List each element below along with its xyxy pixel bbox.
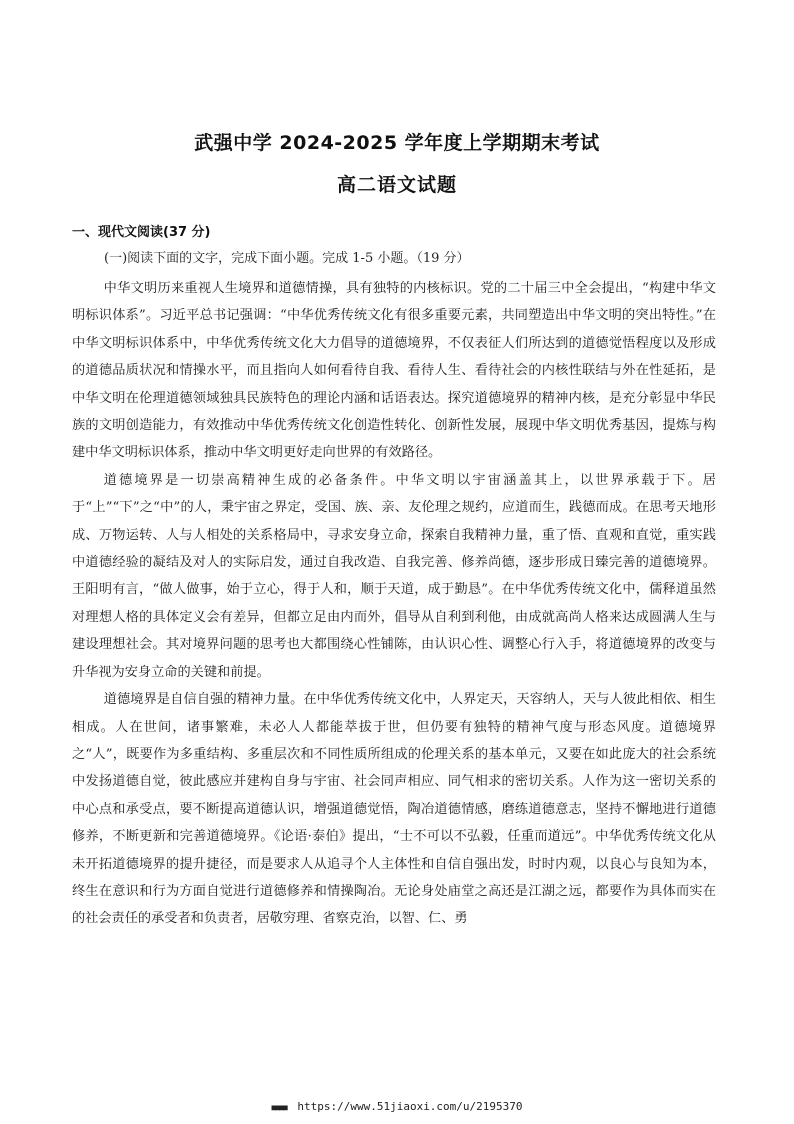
passage-paragraph-3: 道德境界是自信自强的精神力量。在中华优秀传统文化中，人界定天，天容纳人，天与人彼此相依、相生相成。人在世间，诸事繁难，未必人人都能萃拔于世，但仍要有独特的精神气度与形态风度。道德境界之“人”，既要作为多重结构、多重层次和不同性质所组成的伦理关系的基本单元，又要在如此庞大的社会系统中发扬道德自觉，彼此感应并建构自身与宇宙、社会同声相应、同气相求的密切关系。人作为这一密切关系的中心点和承受点，要不断提高道德认识，增强道德觉悟，陶冶道德情感，磨练道德意志，坚持不懈地进行道德修养，不断更新和完善道德境界。《论语·泰伯》提出，“士不可以不弘毅，任重而道远”。中华优秀传统文化从未开拓道德境界的提升捷径，而是要求人从追寻个人主体性和自信自强出发，时时内观，以良心与良知为本，终生在意识和行为方面自觉进行道德修养和情操陶冶。无论身处庙堂之高还是江湖之远，都要作为具体而实在的社会责任的承受者和负责者，居敬穷理、省察克治，以智、仁、勇 xyxy=(72,692,716,927)
footer-url-link[interactable]: https://www.51jiaoxi.com/u/2195370 xyxy=(297,1100,523,1113)
exam-subtitle: 高二语文试题 xyxy=(336,174,457,196)
page-footer xyxy=(0,1100,794,1113)
passage-paragraph-1: 中华文明历来重视人生境界和道德情操，具有独特的内核标识。党的二十届三中全会提出，“构建中华文明标识体系”。习近平总书记强调：“中华优秀传统文化有很多重要元素，共同塑造出中华文明的突出特性。”在中华文明标识体系中，中华优秀传统文化大力倡导的道德境界，不仅表征人们所达到的道德觉悟程度以及形成的道德品质状况和情操水平，而且指向人如何看待自我、看待人生、看待社会的内核性联结与外在性延拓，是中华文明在伦理道德领域独具民族特色的理论内涵和话语表达。探究道德境界的精神内核，是充分彰显中华民族的文明创造能力，有效推动中华优秀传统文化创造性转化、创新性发展，展现中华文明优秀基因，提炼与构建中华文明标识体系，推动中华文明更好走向世界的有效路径。 xyxy=(72,281,716,461)
footer-logo-mark: ■■■■ xyxy=(271,1102,287,1112)
passage-paragraph-2: 道德境界是一切崇高精神生成的必备条件。中华文明以宇宙涵盖其上，以世界承载于下。居于“上”“下”之“中”的人，秉宇宙之界定，受国、族、亲、友伦理之规约，应道而生，践德而成。在思考天地形成、万物运转、人与人相处的关系格局中，寻求安身立命，探索自我精神力量，重了悟、直观和直觉，重实践中道德经验的凝结及对人的实际启发，通过自我改造、自我完善、修养尚德，逐步形成日臻完善的道德境界。王阳明有言，“做人做事，始于立心，得于人和，顺于天道，成于勤恳”。在中华优秀传统文化中，儒释道虽然对理想人格的具体定义会有差异，但都立足由内而外，倡导从自利到利他，由成就高尚人格来达成圆满人生与建设理想社会。其对境界问题的思考也大都围绕心性铺陈，由认识心性、调整心行入手，将道德境界的改变与升华视为安身立命的关键和前提。 xyxy=(72,472,716,680)
exam-title: 武强中学 2024-2025 学年度上学期期末考试 xyxy=(194,132,600,154)
section-heading: 一、现代文阅读(37 分) xyxy=(72,225,211,240)
reading-passage xyxy=(72,275,716,933)
reading-instruction: (一)阅读下面的文字，完成下面小题。完成 1-5 小题。（19 分） xyxy=(104,251,470,266)
